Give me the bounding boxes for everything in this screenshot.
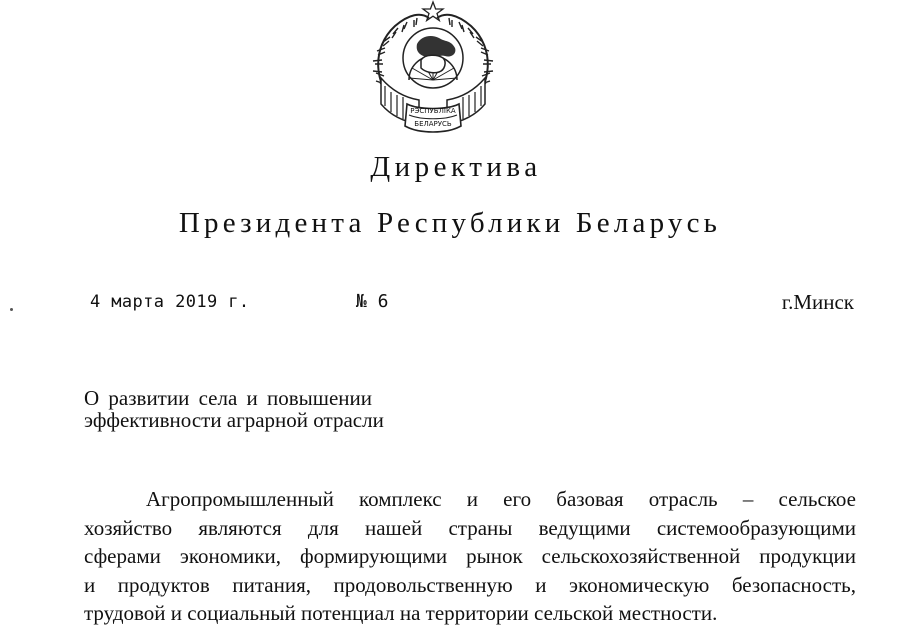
document-body [84,485,856,628]
body-line: трудовой и социальный потенциал на территории сельской местности. [84,601,718,625]
body-line: и продуктов питания, продовольственную и экономическую безопасность, [84,572,856,597]
scan-speck [10,308,13,311]
body-line: сферами экономики, формирующими рынок сельскохозяйственной продукции [84,544,856,568]
document-number: № 6 [356,291,389,312]
emblem-ribbon-top: РЭСПУБЛІКА [410,107,456,115]
body-line: хозяйство являются для нашей страны ведущими системообразующими [84,515,856,540]
document-issuer-title: Президента Республики Беларусь [178,207,722,239]
body-line: Агропромышленный комплекс и его базовая отрасль – сельское [146,487,856,511]
document-date: 4 марта 2019 г. [90,292,250,312]
emblem-ribbon-bottom: БЕЛАРУСЬ [414,120,452,128]
document-subject [84,387,384,431]
document-city: г.Минск [781,290,854,314]
subject-line: О развитии села и повышении [84,386,372,410]
belarus-state-emblem-icon [359,0,507,140]
document-type-title: Директива [370,151,542,183]
subject-line: эффективности аграрной отрасли [84,408,384,432]
